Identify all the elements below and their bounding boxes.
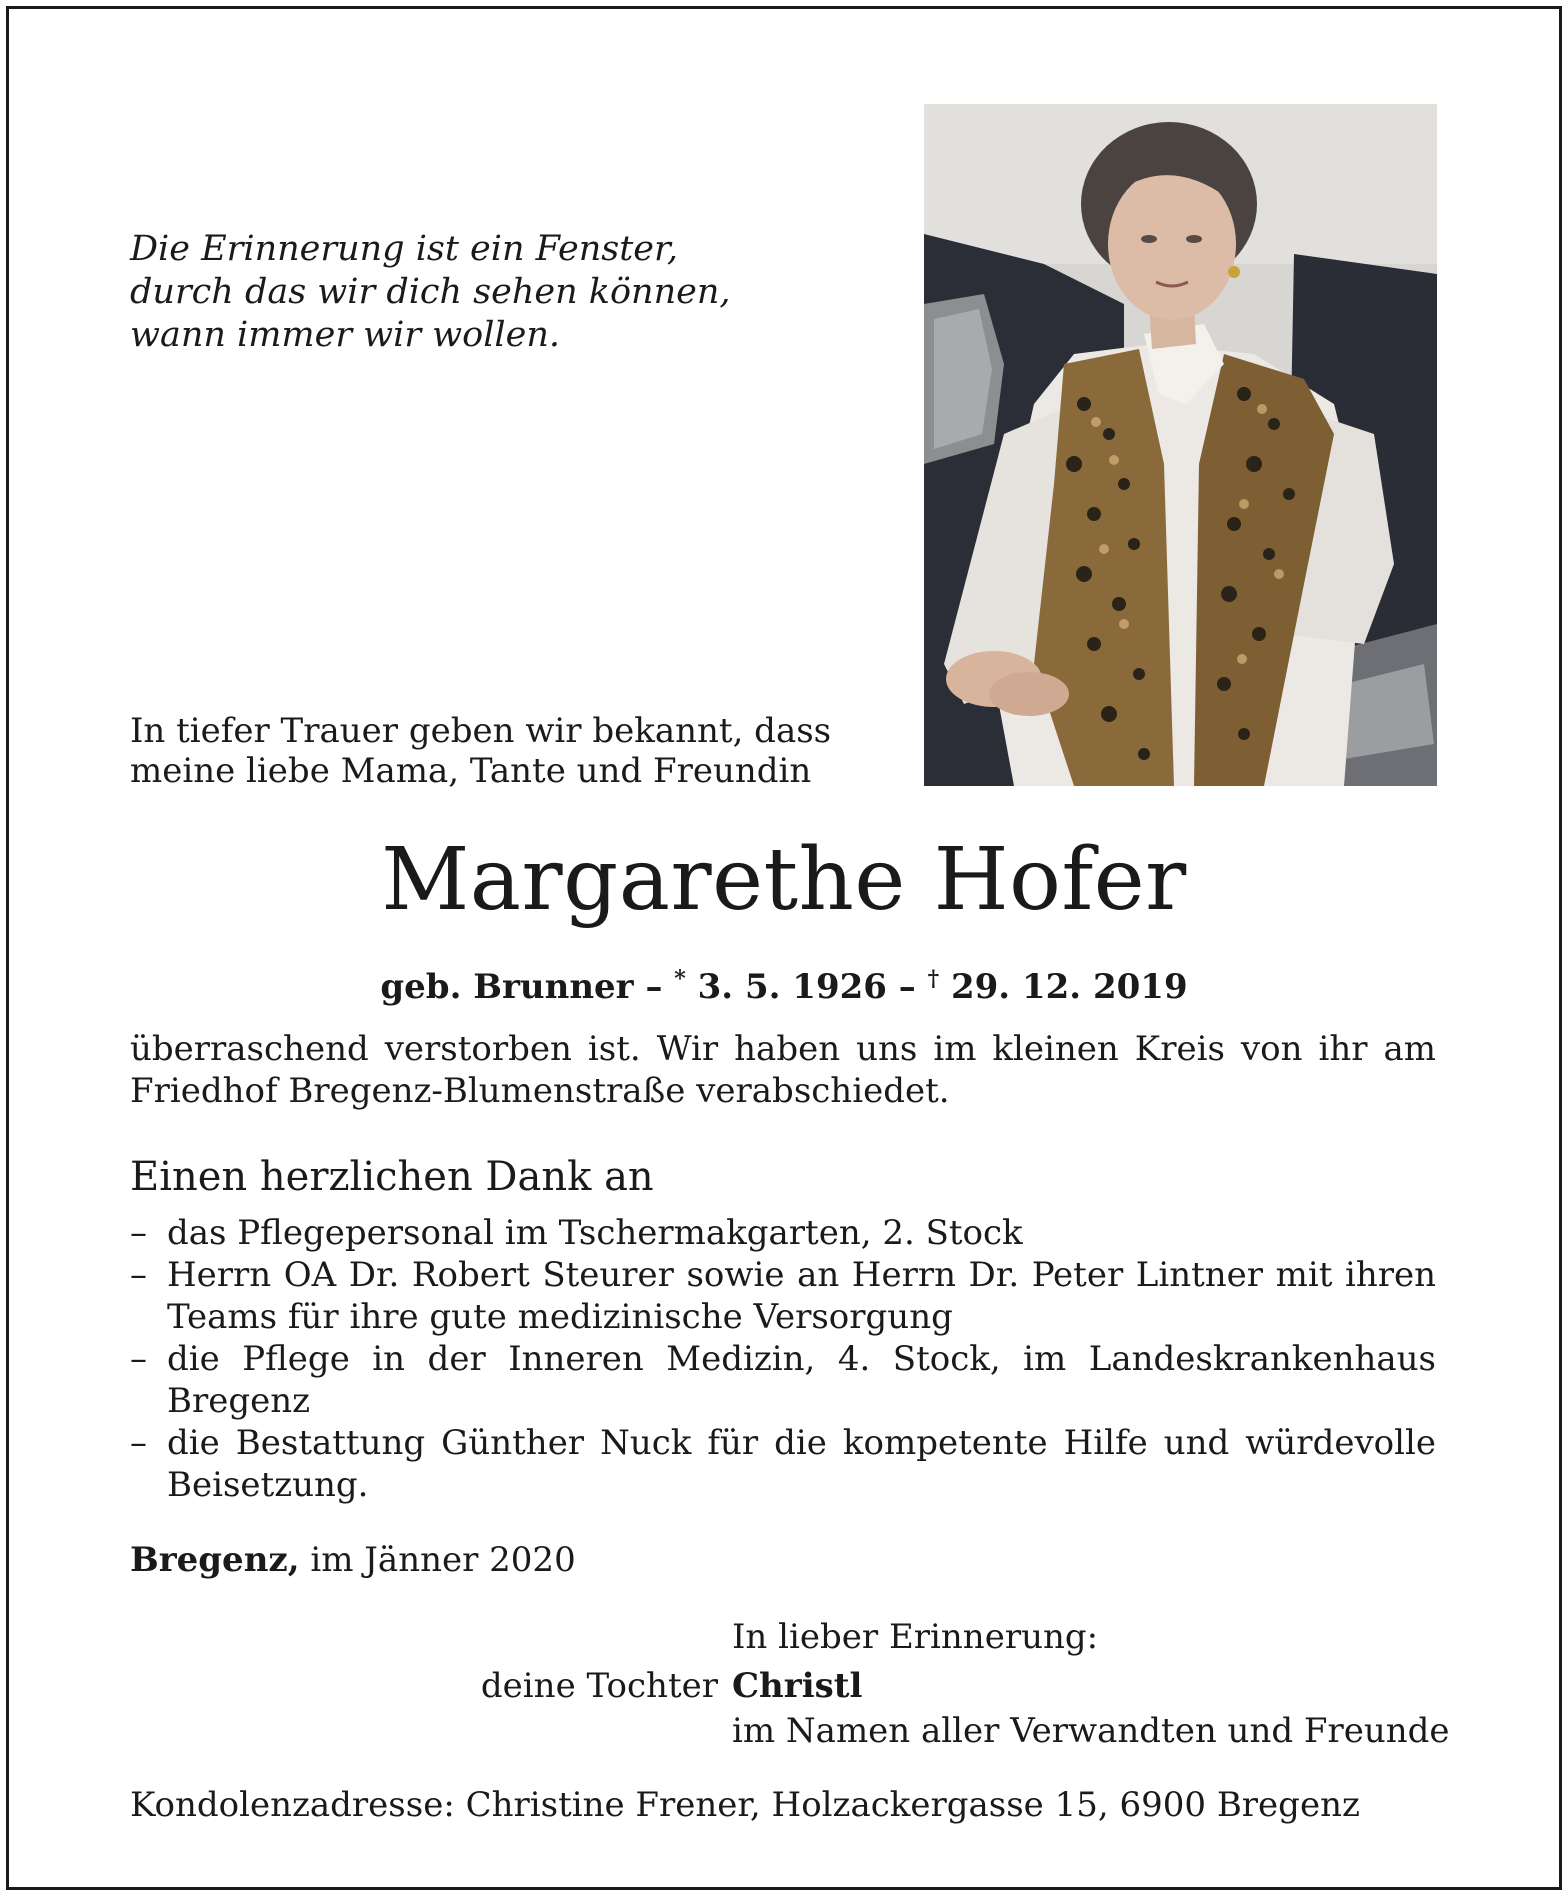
place-date: [130, 1538, 576, 1582]
dash-bullet: –: [130, 1339, 147, 1379]
body-paragraph: überraschend verstorben ist. Wir haben uns im kleinen Kreis von ihr am Friedhof Bregenz-Blumenstraße verabschiedet.: [130, 1029, 1436, 1111]
list-item-text: das Pflegepersonal im Tschermakgarten, 2. Stock: [167, 1213, 1023, 1253]
signature-name: Christl: [732, 1666, 863, 1706]
death-date: 29. 12. 2019: [939, 967, 1188, 1007]
maiden-name: geb. Brunner: [380, 967, 634, 1007]
life-dates: [0, 957, 1568, 1009]
list-item-text: die Pflege in der Inneren Medizin, 4. Stock, im Landeskrankenhaus Bregenz: [167, 1339, 1436, 1421]
portrait-photo: [924, 104, 1437, 786]
signature-intro: In lieber Erinnerung:: [732, 1617, 1099, 1657]
list-item-text: die Bestattung Günther Nuck für die kompetente Hilfe und würdevolle Beisetzung.: [167, 1423, 1436, 1505]
birth-symbol: *: [674, 966, 686, 992]
list-item: [130, 1212, 1436, 1254]
quote-line-2: durch das wir dich sehen können,: [130, 272, 731, 312]
list-item: [130, 1338, 1436, 1422]
quote-line-1: Die Erinnerung ist ein Fenster,: [130, 229, 679, 269]
list-item: [130, 1422, 1436, 1506]
place-month: im Jänner 2020: [299, 1540, 576, 1580]
separator-dash: –: [886, 967, 928, 1007]
list-item-text: Herrn OA Dr. Robert Steurer sowie an Herrn Dr. Peter Lintner mit ihren Teams für ihre gute medizinische Versorgung: [167, 1255, 1436, 1337]
dash-bullet: –: [130, 1213, 147, 1253]
dash-bullet: –: [130, 1255, 147, 1295]
quote-line-3: wann immer wir wollen.: [130, 315, 560, 355]
thanks-list: [130, 1212, 1436, 1506]
signature-family: im Namen aller Verwandten und Freunde: [732, 1711, 1450, 1751]
deceased-name: Margarethe Hofer: [381, 830, 1187, 930]
death-symbol: †: [927, 966, 940, 992]
place-city: Bregenz,: [130, 1540, 300, 1580]
dash-bullet: –: [130, 1423, 147, 1463]
condolence-address: Kondolenzadresse: Christine Frener, Holzackergasse 15, 6900 Bregenz: [130, 1785, 1360, 1825]
intro-line-1: In tiefer Trauer geben wir bekannt, dass: [130, 711, 832, 751]
list-item: [130, 1254, 1436, 1338]
intro-line-2: meine liebe Mama, Tante und Freundin: [130, 751, 812, 791]
announcement-intro: [130, 711, 890, 791]
separator-dash: –: [633, 967, 675, 1007]
birth-date: 3. 5. 1926: [685, 967, 887, 1007]
signature-role: deine Tochter: [480, 1666, 718, 1706]
memorial-quote: [130, 228, 750, 357]
thanks-heading: Einen herzlichen Dank an: [130, 1154, 654, 1200]
